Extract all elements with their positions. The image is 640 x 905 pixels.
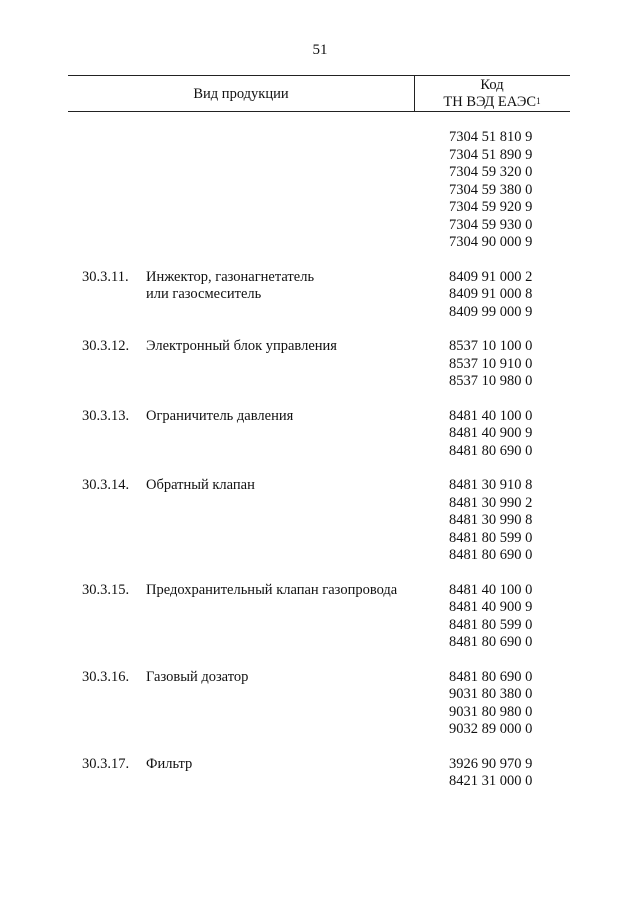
product-name: Электронный блок управления [146, 338, 337, 354]
row-number: 30.3.12. [82, 338, 130, 354]
row-number: 30.3.11. [82, 268, 129, 285]
tn-ved-code: 8481 80 690 0 [449, 547, 533, 563]
tn-ved-code: 8409 99 000 9 [449, 303, 533, 320]
product-name: Предохранительный клапан газопровода [146, 581, 398, 598]
row-number: 30.3.15. [82, 581, 130, 598]
product-name: Ограничитель давления [146, 407, 294, 424]
header-code-line2-text: ТН ВЭД ЕАЭС [443, 94, 537, 110]
header-code-label [414, 77, 570, 111]
tn-ved-code: 3926 90 970 9 [449, 755, 533, 772]
table-top-rule [68, 75, 570, 76]
tn-ved-code: 8537 10 980 0 [449, 373, 533, 389]
code-list [449, 129, 640, 252]
product-table-body [0, 129, 640, 808]
tn-ved-code: 8421 31 000 0 [449, 773, 533, 789]
product-name: Газовый дозатор [146, 668, 249, 685]
tn-ved-code: 8409 91 000 8 [449, 286, 533, 302]
table-row [0, 269, 640, 322]
row-number: 30.3.16. [82, 668, 130, 685]
tn-ved-code: 8481 30 990 2 [449, 494, 533, 511]
tn-ved-code: 8481 40 100 0 [449, 407, 533, 424]
code-list [449, 582, 640, 652]
product-name: Инжектор, газонагнетатель или газосмеситель [146, 268, 315, 302]
tn-ved-code: 8481 80 690 0 [449, 634, 533, 650]
header-code-line1: Код [480, 77, 504, 93]
tn-ved-code: 8481 30 910 8 [449, 477, 533, 493]
tn-ved-code: 8481 80 599 0 [449, 529, 533, 546]
tn-ved-code: 7304 59 920 9 [449, 199, 533, 215]
code-list [449, 408, 640, 461]
header-code-line2 [414, 94, 570, 111]
table-row [0, 408, 640, 461]
page-number: 51 [312, 42, 328, 58]
tn-ved-code: 8481 80 690 0 [449, 668, 533, 685]
tn-ved-code: 7304 59 930 0 [449, 216, 533, 233]
row-number: 30.3.14. [82, 477, 130, 493]
product-name: Фильтр [146, 755, 193, 772]
tn-ved-code: 7304 59 380 0 [449, 181, 533, 198]
tn-ved-code: 7304 51 890 9 [449, 146, 533, 163]
table-row [0, 756, 640, 791]
table-row [0, 129, 640, 252]
code-list [449, 669, 640, 739]
tn-ved-code: 8537 10 100 0 [449, 338, 533, 354]
tn-ved-code: 9031 80 980 0 [449, 703, 533, 720]
footnote-marker: 1 [536, 96, 541, 106]
tn-ved-code: 8481 40 900 9 [449, 599, 533, 615]
tn-ved-code: 8481 80 690 0 [449, 442, 533, 459]
row-number: 30.3.13. [82, 407, 130, 424]
tn-ved-code: 7304 59 320 0 [449, 164, 533, 180]
tn-ved-code: 8481 80 599 0 [449, 616, 533, 633]
row-number: 30.3.17. [82, 755, 130, 772]
table-row [0, 477, 640, 565]
table-header-bottom-rule [68, 111, 570, 112]
tn-ved-code: 8481 40 100 0 [449, 581, 533, 598]
code-list [449, 269, 640, 322]
tn-ved-code: 8409 91 000 2 [449, 268, 533, 285]
tn-ved-code: 7304 51 810 9 [449, 129, 533, 145]
product-name: Обратный клапан [146, 477, 255, 493]
table-row [0, 669, 640, 739]
tn-ved-code: 9031 80 380 0 [449, 686, 533, 702]
code-list [449, 477, 640, 565]
header-product-label: Вид продукции [193, 86, 289, 102]
tn-ved-code: 8481 40 900 9 [449, 425, 533, 441]
code-list [449, 756, 640, 791]
tn-ved-code: 7304 90 000 9 [449, 234, 533, 250]
table-row [0, 338, 640, 391]
code-list [449, 338, 640, 391]
tn-ved-code: 8537 10 910 0 [449, 355, 533, 372]
table-row [0, 582, 640, 652]
tn-ved-code: 8481 30 990 8 [449, 512, 533, 528]
tn-ved-code: 9032 89 000 0 [449, 721, 533, 737]
